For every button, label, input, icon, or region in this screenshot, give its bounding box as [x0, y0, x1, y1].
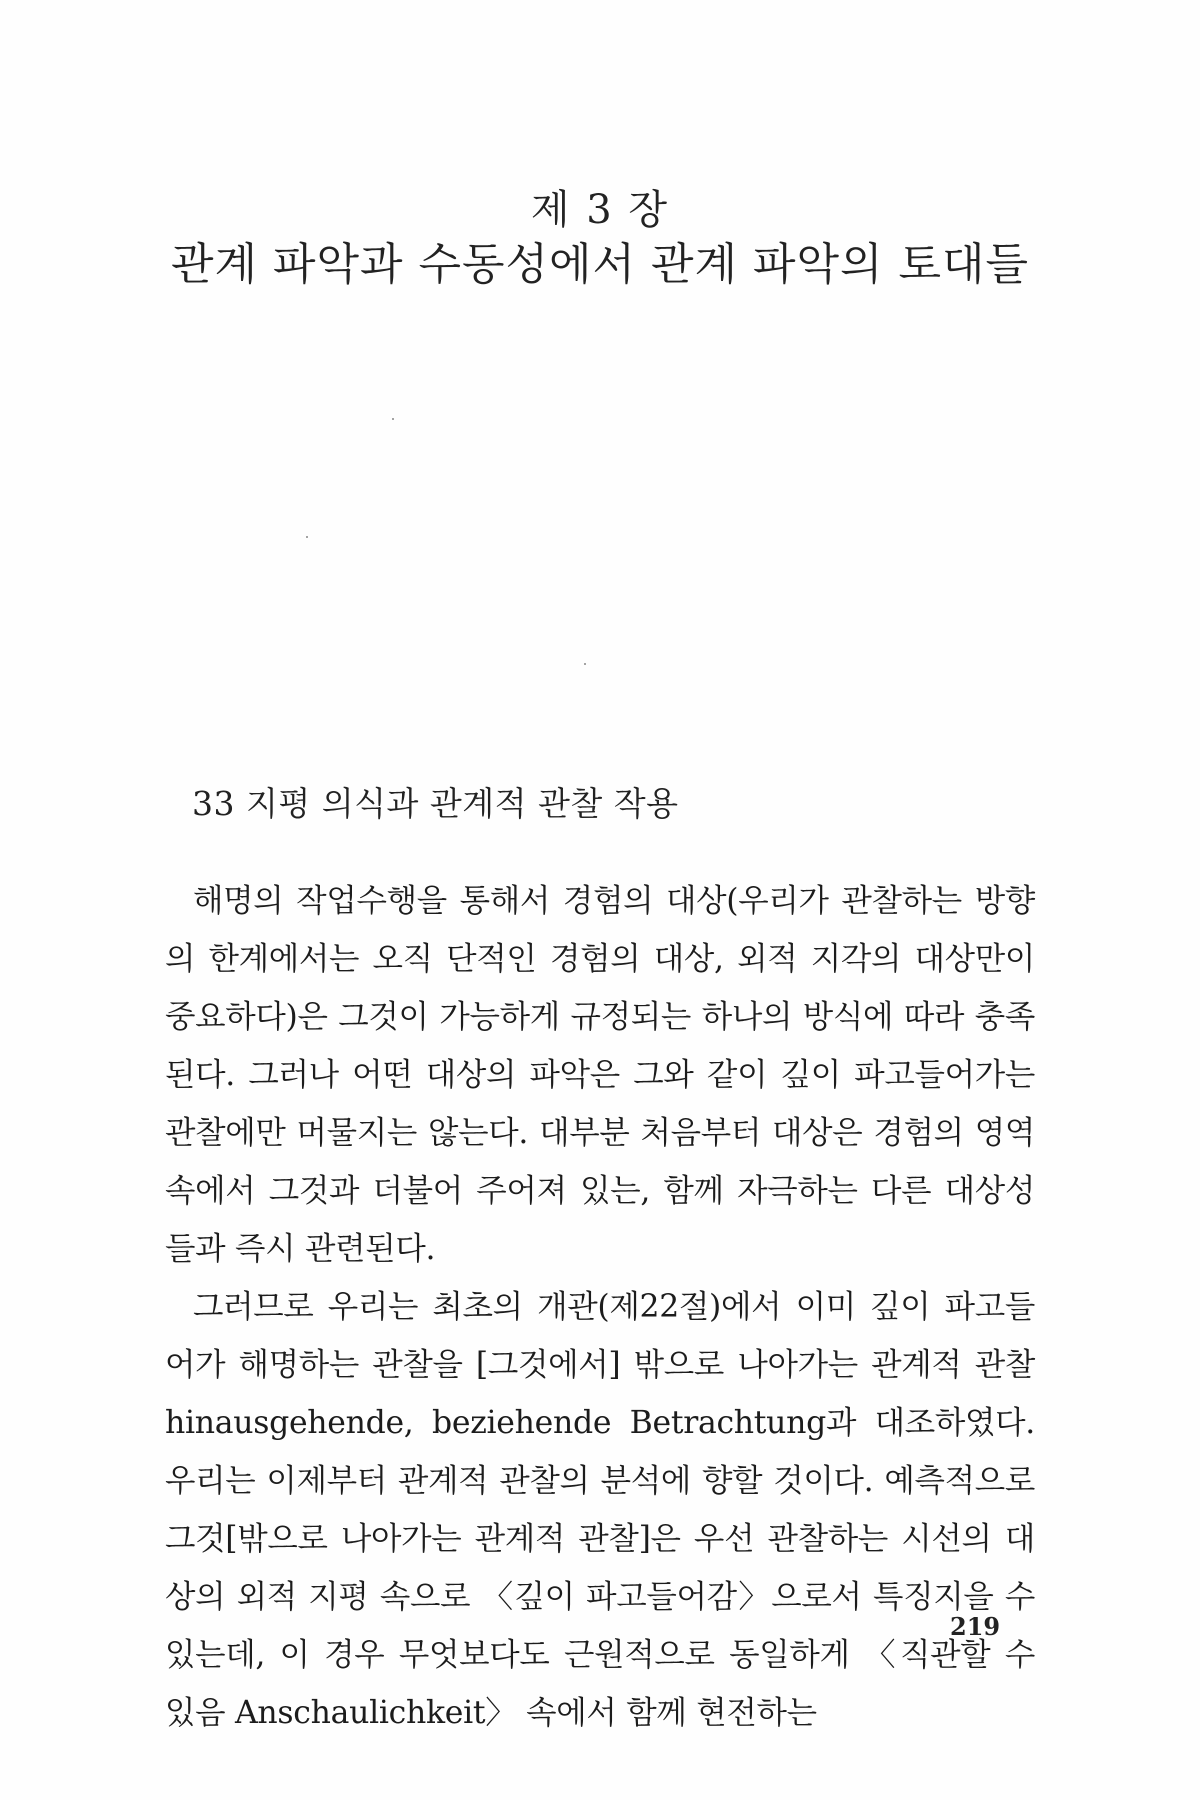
section-heading: 33 지평 의식과 관계적 관찰 작용 [192, 784, 679, 823]
scan-speck [392, 418, 394, 420]
page-number: 219 [950, 1612, 1001, 1641]
paragraph: 해명의 작업수행을 통해서 경험의 대상(우리가 관찰하는 방향의 한계에서는 오직 단적인 경험의 대상, 외적 지각의 대상만이 중요하다)은 그것이 가능하게 규정되는 하나의 방식에 따라 충족된다. 그러나 어떤 대상의 파악은 그와 같이 깊이 파고들어가는 관찰에만 머물지는 않는다. 대부분 처음부터 대상은 경험의 영역 속에서 그것과 더불어 주어져 있는, 함께 자극하는 다른 대상성들과 즉시 관련된다. [165, 883, 1035, 1267]
scan-speck [306, 536, 308, 538]
chapter-title: 관계 파악과 수동성에서 관계 파악의 토대들 [170, 239, 1029, 290]
body-text [165, 872, 1035, 1742]
paragraph: 그러므로 우리는 최초의 개관(제22절)에서 이미 깊이 파고들어가 해명하는 관찰을 [그것에서] 밖으로 나아가는 관계적 관찰 hinausgehende, beziehende Betrachtung과 대조하였다. 우리는 이제부터 관계적 관찰의 분석에 향할 것이다. 예측적으로 그것[밖으로 나아가는 관계적 관찰]은 우선 관찰하는 시선의 대상의 외적 지평 속으로 〈깊이 파고들어감〉으로서 특징지을 수 있는데, 이 경우 무엇보다도 근원적으로 동일하게 〈직관할 수 있음 Anschaulichkeit〉 속에서 함께 현전하는 [165, 1289, 1035, 1731]
chapter-number: 제 3 장 [530, 187, 670, 233]
scan-speck [584, 663, 586, 665]
